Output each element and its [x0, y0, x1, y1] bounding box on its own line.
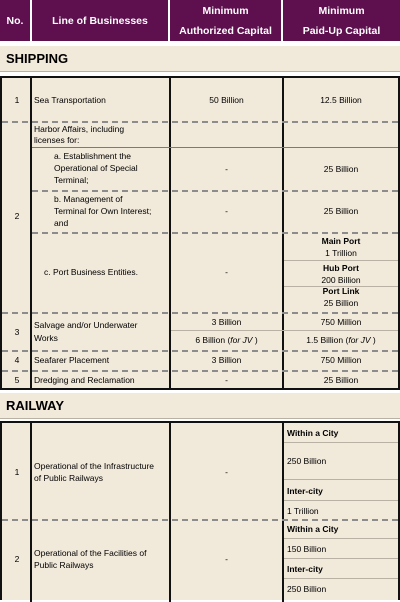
- railway-row1-inter-label: Inter-city: [287, 486, 323, 496]
- shipping-row1-business: Sea Transportation: [34, 95, 106, 105]
- railway-divider-no: [30, 423, 32, 602]
- paid-jv-prefix: 1.5 Billion (: [306, 335, 349, 345]
- auth-jv-prefix: 6 Billion (: [195, 335, 231, 345]
- railway-row1-inter-top-line: [284, 479, 398, 480]
- shipping-row3-paidup-jv: [284, 335, 398, 346]
- shipping-row1-no: 1: [14, 95, 20, 105]
- shipping-row2a-line3: Terminal;: [54, 175, 89, 185]
- railway-row2-city-label: Within a City: [287, 524, 339, 534]
- shipping-row3-paidup: 750 Million: [320, 317, 362, 327]
- shipping-row1-paidup: 12.5 Billion: [320, 95, 362, 105]
- table-header: [0, 0, 400, 41]
- railway-row2-inter-line: [284, 578, 398, 579]
- header-no: [0, 0, 32, 41]
- railway-row2-city-line: [284, 538, 398, 539]
- shipping-port-link-value: 25 Billion: [323, 298, 359, 308]
- shipping-row3-authorized-jv: [171, 335, 282, 346]
- railway-row2-city-value: 150 Billion: [287, 544, 327, 554]
- shipping-row5-no: 5: [14, 375, 20, 385]
- railway-row1-separator: [2, 519, 398, 521]
- railway-divider-auth: [282, 423, 284, 602]
- shipping-row5-business: Dredging and Reclamation: [34, 375, 135, 385]
- shipping-row2b-authorized: -: [225, 206, 228, 216]
- railway-row1-business-line2: of Public Railways: [34, 473, 103, 483]
- shipping-row1-authorized: 50 Billion: [209, 95, 244, 105]
- shipping-row4-authorized: 3 Billion: [211, 355, 242, 365]
- railway-row1-city-value: 250 Billion: [287, 456, 327, 466]
- shipping-row3-business-line1: Salvage and/or Underwater: [34, 320, 138, 330]
- railway-row2-authorized: -: [225, 554, 228, 564]
- auth-jv-italic: for JV: [230, 335, 253, 345]
- shipping-row2b-line2: Terminal for Own Interest;: [54, 206, 152, 216]
- shipping-main-port-value: 1 Trillion: [325, 248, 357, 258]
- auth-jv-suffix: ): [252, 335, 258, 345]
- shipping-row1-separator: [2, 121, 398, 123]
- railway-title-text: RAILWAY: [6, 398, 65, 413]
- shipping-row2b-line3: and: [54, 218, 69, 228]
- shipping-row3-no: 3: [14, 327, 20, 337]
- shipping-hub-port-value: 200 Billion: [321, 275, 361, 285]
- shipping-row2a-line2: Operational of Special: [54, 163, 138, 173]
- shipping-row2-intro-line1: Harbor Affairs, including: [34, 124, 125, 134]
- shipping-row2a-paidup: 25 Billion: [323, 164, 359, 174]
- railway-row2-inter-value: 250 Billion: [287, 584, 327, 594]
- shipping-table: [0, 76, 400, 390]
- railway-row1-inter-value: 1 Trillion: [287, 506, 319, 516]
- railway-row2-business-line1: Operational of the Facilities of: [34, 548, 147, 558]
- shipping-row2a-authorized: -: [225, 164, 228, 174]
- railway-divider-business: [169, 423, 171, 602]
- header-no-label: No.: [6, 14, 24, 27]
- shipping-row2b-separator: [32, 232, 398, 234]
- header-paidup-line2: Paid-Up Capital: [302, 24, 381, 37]
- header-paidup-capital: [283, 0, 400, 41]
- railway-row1-city-line: [284, 442, 398, 443]
- railway-row1-authorized: -: [225, 467, 228, 477]
- shipping-row2a-top-line: [32, 147, 398, 148]
- shipping-row2-intro-line2: licenses for:: [34, 135, 80, 145]
- shipping-row3-business-line2: Works: [34, 333, 58, 343]
- shipping-row5-authorized: -: [225, 375, 228, 385]
- paid-jv-italic: for JV: [348, 335, 371, 345]
- shipping-row3-separator: [2, 350, 398, 352]
- railway-row2-inter-label: Inter-city: [287, 564, 323, 574]
- shipping-row2a-line1: a. Establishment the: [54, 151, 132, 161]
- shipping-row2-separator: [2, 312, 398, 314]
- shipping-row4-no: 4: [14, 355, 20, 365]
- railway-row2-inter-top-line: [284, 558, 398, 559]
- railway-table: [0, 421, 400, 600]
- railway-row1-city-label: Within a City: [287, 428, 339, 438]
- header-authorized-line2: Authorized Capital: [179, 24, 272, 37]
- shipping-row2b-line1: b. Management of: [54, 194, 123, 204]
- railway-row2-business-line2: Public Railways: [34, 560, 94, 570]
- shipping-row3-authorized: 3 Billion: [211, 317, 242, 327]
- shipping-row2a-separator: [32, 190, 398, 192]
- header-paidup-line1: Minimum: [318, 4, 365, 17]
- shipping-row2c-authorized: -: [225, 267, 228, 277]
- shipping-row2-no: 2: [14, 211, 20, 221]
- shipping-main-port-label: Main Port: [321, 236, 361, 246]
- shipping-main-port-line: [284, 260, 398, 261]
- header-business-label: Line of Businesses: [52, 14, 148, 27]
- railway-row1-business-line1: Operational of the Infrastructure: [34, 461, 155, 471]
- railway-row2-no: 2: [14, 554, 20, 564]
- shipping-row2b-paidup: 25 Billion: [323, 206, 359, 216]
- shipping-row5-paidup: 25 Billion: [323, 375, 359, 385]
- section-title-railway: [0, 393, 400, 419]
- header-authorized-capital: [170, 0, 283, 41]
- shipping-title-text: SHIPPING: [6, 51, 69, 66]
- shipping-row4-business: Seafarer Placement: [34, 355, 110, 365]
- header-authorized-line1: Minimum: [202, 4, 249, 17]
- paid-jv-suffix: ): [370, 335, 376, 345]
- railway-row1-no: 1: [14, 467, 20, 477]
- railway-row1-inter-line: [284, 500, 398, 501]
- header-business: [32, 0, 170, 41]
- shipping-row4-separator: [2, 370, 398, 372]
- shipping-row3-inner-line: [171, 330, 398, 331]
- shipping-hub-port-label: Hub Port: [323, 263, 359, 273]
- shipping-row4-paidup: 750 Million: [320, 355, 362, 365]
- shipping-port-link-label: Port Link: [322, 286, 360, 296]
- shipping-row2c-text: c. Port Business Entities.: [44, 267, 139, 277]
- section-title-shipping: [0, 46, 400, 72]
